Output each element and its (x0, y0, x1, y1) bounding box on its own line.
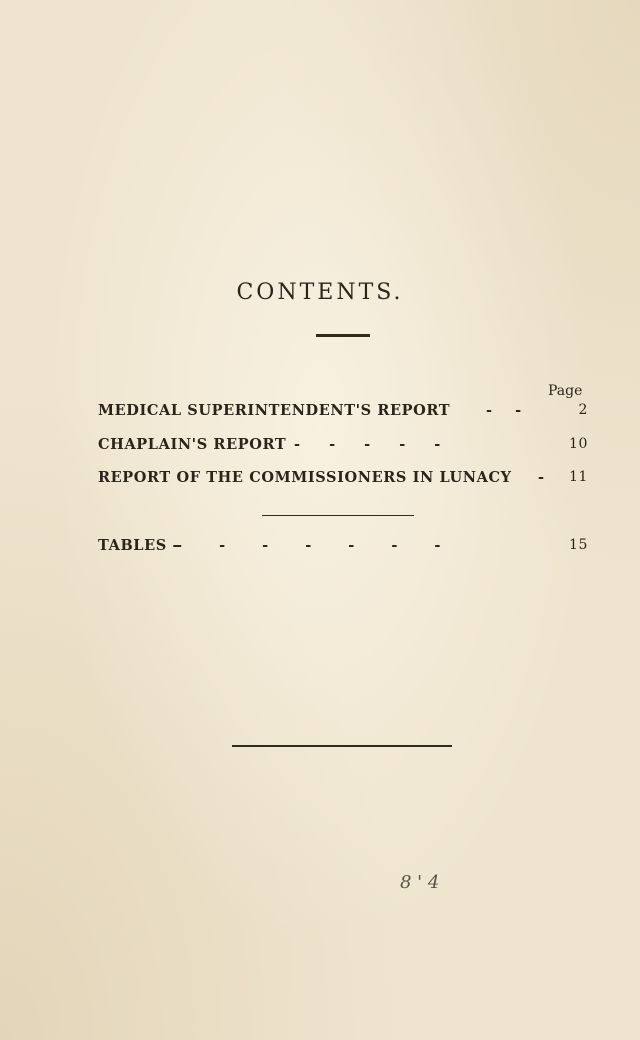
toc-entry-page: 2 (578, 402, 588, 418)
toc-entry-leader: - - (486, 402, 522, 419)
toc-entry-leader: - - - - - (294, 436, 441, 453)
toc-entry-page: 15 (568, 537, 588, 553)
title-rule (316, 334, 370, 337)
toc-entry-title: REPORT OF THE COMMISSIONERS IN LUNACY (98, 469, 512, 486)
toc-entry-title: TABLES - (98, 537, 180, 554)
toc-entry (98, 537, 588, 559)
section-divider (262, 515, 414, 516)
handwritten-mark: 8 ' 4 (400, 872, 440, 893)
toc-entry-leader: - (538, 469, 545, 486)
page-column-label: Page (548, 383, 583, 399)
toc-entry-leader: - - - - - - - (176, 537, 441, 554)
toc-entry-page: 11 (568, 469, 588, 485)
toc-entry (98, 436, 588, 458)
toc-entry (98, 469, 588, 491)
toc-entry-title: MEDICAL SUPERINTENDENT'S REPORT (98, 402, 451, 419)
toc-entry-title: CHAPLAIN'S REPORT (98, 436, 287, 453)
bottom-rule (232, 745, 452, 747)
toc-entry-page: 10 (568, 436, 588, 452)
toc-entry (98, 402, 588, 424)
page-title: CONTENTS. (236, 280, 404, 305)
